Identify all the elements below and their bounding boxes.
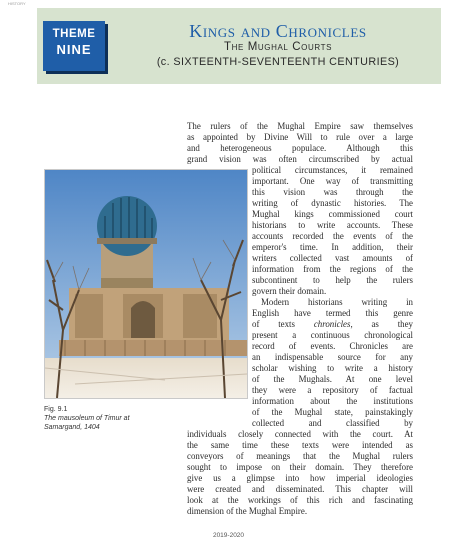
body-paragraph-right bbox=[252, 165, 413, 429]
text-line: give us a glimpse into how imperial ideologies bbox=[187, 473, 413, 483]
text-line: information from the regions of the bbox=[252, 264, 413, 274]
text-line: look at the workings of this rich and fascinating bbox=[187, 495, 413, 505]
corner-mark: HISTORY bbox=[8, 1, 26, 6]
text-line: information about the institutions bbox=[252, 396, 413, 406]
text-line: and heterogeneous populace. Although this bbox=[187, 143, 413, 153]
text-line: Modern historians writing in bbox=[261, 297, 413, 307]
text-line: an indispensable source for any bbox=[252, 352, 413, 362]
text-line: the same time these texts were intended as bbox=[187, 440, 413, 450]
text-line: The rulers of the Mughal Empire saw themselves bbox=[187, 121, 413, 131]
chapter-subtitle: The Mughal Courts bbox=[223, 41, 333, 53]
text-line: of texts chronicles, as they bbox=[252, 319, 413, 329]
text-line: individuals closely connected with the court. At bbox=[187, 429, 413, 439]
theme-badge bbox=[43, 21, 105, 71]
text-line: English have termed this genre bbox=[252, 308, 413, 318]
text-line: political circumstances, it remained bbox=[252, 165, 413, 175]
text-line: present a continuous chronological bbox=[252, 330, 413, 340]
figure-caption bbox=[44, 405, 184, 432]
figure-caption-line: Samargand, 1404 bbox=[44, 424, 100, 431]
text-line: emperor's time. In addition, their bbox=[252, 242, 413, 252]
text-line: scholar wishing to write a history bbox=[252, 363, 413, 373]
chapter-period: (c. SIXTEENTH-SEVENTEENTH CENTURIES) bbox=[156, 56, 400, 68]
text-line: sought to impose on their domain. They therefore bbox=[187, 462, 413, 472]
text-line: govern their domain. bbox=[252, 286, 327, 296]
text-line: as appointed by Divine Will to rule over a large bbox=[187, 132, 413, 142]
text-line: record of events. Chronicles are bbox=[252, 341, 413, 351]
mausoleum-photo bbox=[44, 169, 248, 399]
theme-number: NINE bbox=[56, 42, 92, 57]
text-line: subcontinent to help the rulers bbox=[252, 275, 413, 285]
text-line: were created and disseminated. This chapter will bbox=[187, 484, 413, 494]
page-footer-year: 2019-2020 bbox=[212, 532, 245, 539]
figure-number: Fig. 9.1 bbox=[44, 406, 68, 413]
text-line: accounts recorded the events of the bbox=[252, 231, 413, 241]
text-line: collected and classified by bbox=[252, 418, 413, 428]
text-line: historians to write accounts. These bbox=[252, 220, 413, 230]
theme-word: THEME bbox=[52, 28, 96, 40]
body-paragraph-top bbox=[187, 121, 413, 165]
text-line: they were a repository of factual bbox=[252, 385, 413, 395]
text-line: conveyors of meanings that the Mughal rulers bbox=[187, 451, 413, 461]
mausoleum-illustration bbox=[45, 170, 247, 398]
figure-caption-line: The mausoleum of Timur at bbox=[44, 415, 130, 422]
text-line: this vision was through the bbox=[252, 187, 413, 197]
text-line: of the Mughal state, painstakingly bbox=[252, 407, 413, 417]
text-line: important. One way of transmitting bbox=[252, 176, 413, 186]
text-line: grand vision was often circumscribed by actual bbox=[187, 154, 413, 164]
text-line: of the Mughals. At one level bbox=[252, 374, 413, 384]
text-line: writing of dynastic histories. The bbox=[252, 198, 413, 208]
body-paragraph-bottom bbox=[187, 429, 413, 517]
text-line: dimension of the Mughal Empire. bbox=[187, 506, 308, 516]
text-line: writers collected vast amounts of bbox=[252, 253, 413, 263]
chapter-title: Kings and Chronicles bbox=[189, 21, 367, 41]
text-line: Mughal kings commissioned court bbox=[252, 209, 413, 219]
